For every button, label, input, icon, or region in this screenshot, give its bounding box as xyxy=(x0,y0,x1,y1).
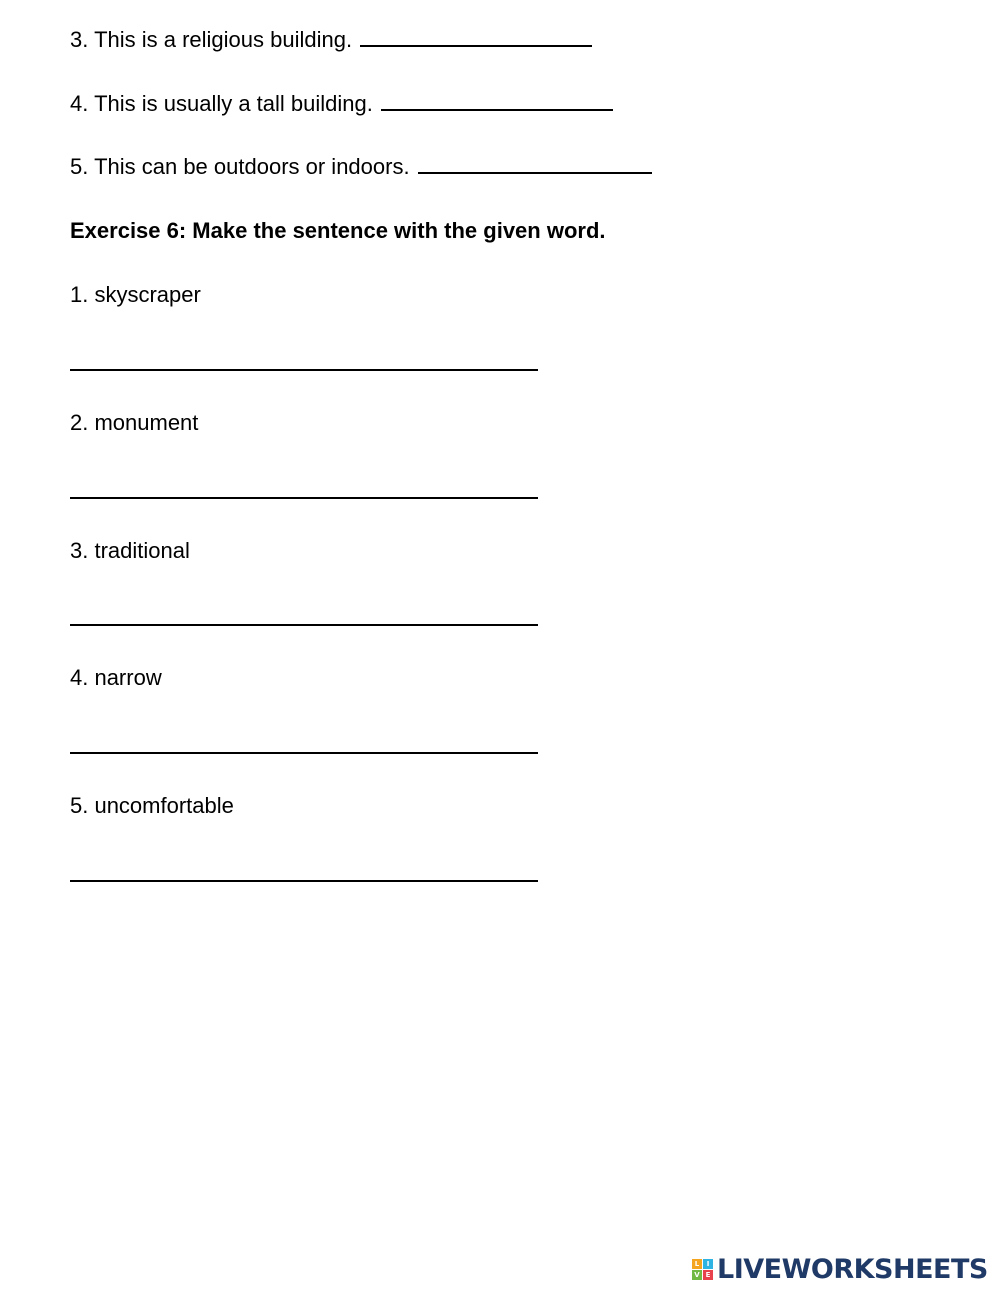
exercise6-item-3: 3. traditional xyxy=(70,538,190,563)
answer-line-5[interactable] xyxy=(70,880,538,882)
item-text: 3. This is a religious building. xyxy=(70,27,353,52)
answer-line-4[interactable] xyxy=(70,752,538,754)
answer-blank[interactable] xyxy=(360,27,592,47)
liveworksheets-logo xyxy=(692,1254,988,1284)
exercise6-item-4: 4. narrow xyxy=(70,665,162,690)
answer-line-2[interactable] xyxy=(70,497,538,499)
exercise5-item-4 xyxy=(70,90,613,118)
answer-line-1[interactable] xyxy=(70,369,538,371)
item-text: 4. This is usually a tall building. xyxy=(70,91,373,116)
exercise5-item-5 xyxy=(70,153,652,181)
logo-text: LIVEWORKSHEETS xyxy=(717,1253,988,1285)
exercise5-item-3 xyxy=(70,26,592,54)
exercise6-item-2: 2. monument xyxy=(70,410,199,435)
answer-blank[interactable] xyxy=(418,154,652,174)
logo-mark-letter: I xyxy=(703,1259,713,1269)
logo-mark-letter: L xyxy=(692,1259,702,1269)
exercise6-item-1: 1. skyscraper xyxy=(70,282,201,307)
exercise6-heading: Exercise 6: Make the sentence with the given word. xyxy=(70,218,606,243)
item-text: 5. This can be outdoors or indoors. xyxy=(70,154,410,179)
answer-blank[interactable] xyxy=(381,91,613,111)
logo-mark-letter: E xyxy=(703,1270,713,1280)
logo-mark-icon xyxy=(692,1259,713,1280)
exercise6-item-5: 5. uncomfortable xyxy=(70,793,234,818)
logo-mark-letter: V xyxy=(692,1270,702,1280)
answer-line-3[interactable] xyxy=(70,624,538,626)
